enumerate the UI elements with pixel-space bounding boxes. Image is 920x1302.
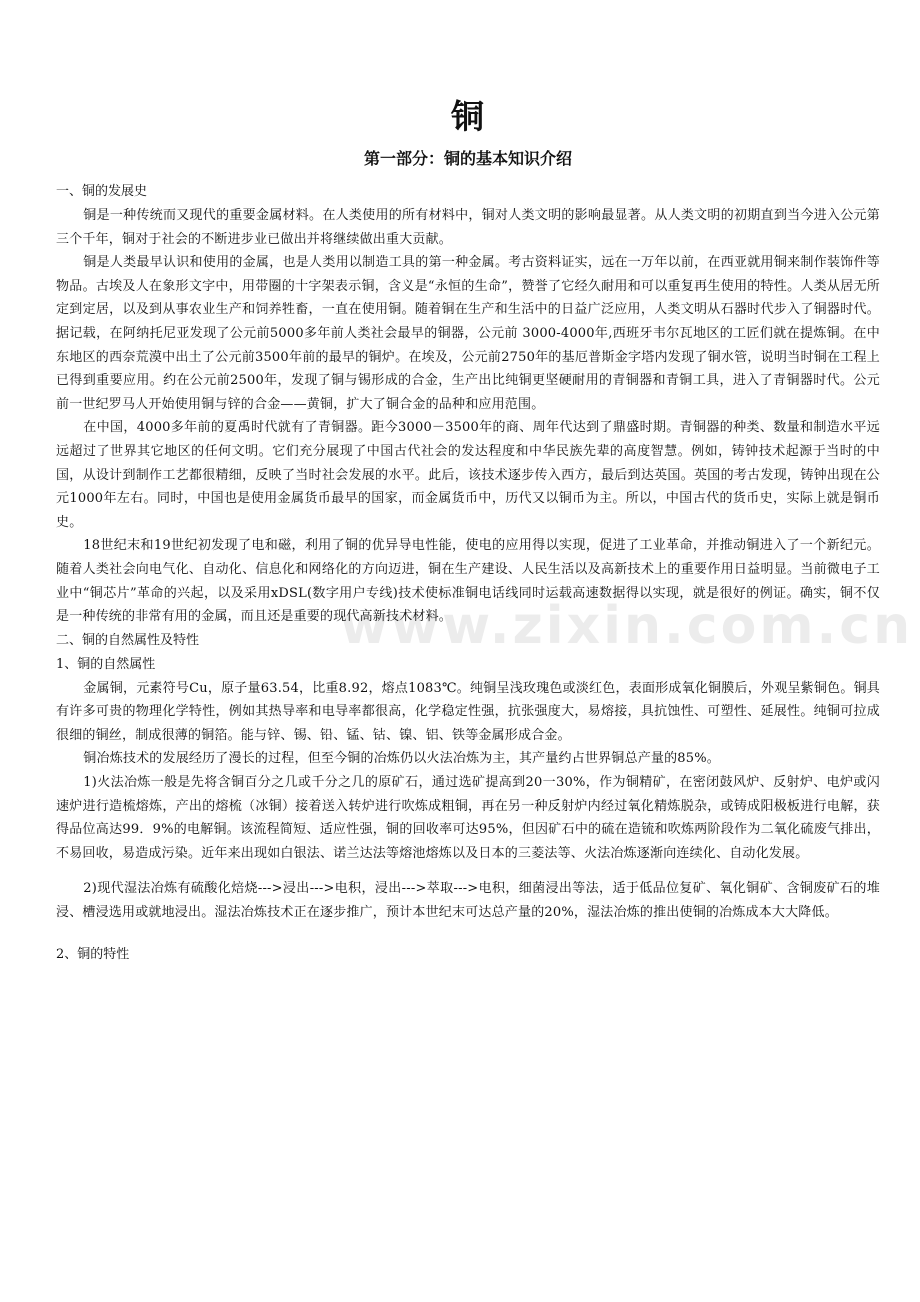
paragraph: 2)现代湿法冶炼有硫酸化焙烧--->浸出--->电积，浸出--->萃取--->电积，细菌浸出等法，适于低品位复矿、氧化铜矿、含铜废矿石的堆浸、槽浸选用或就地浸出。湿法冶炼技术正在逐步推广，预计本世纪末可达总产量的20%，湿法冶炼的推出使铜的冶炼成本大大降低。: [56, 881, 880, 921]
paragraph: 铜是一种传统而又现代的重要金属材料。在人类使用的所有材料中，铜对人类文明的影响最显著。从人类文明的初期直到当今进入公元第三个千年，铜对于社会的不断进步业已做出并将继续做出重大贡献。: [56, 208, 880, 247]
paragraph: 金属铜，元素符号Cu，原子量63.54，比重8.92，熔点1083℃。纯铜呈浅玫瑰色或淡红色，表面形成氧化铜膜后，外观呈紫铜色。铜具有许多可贵的物理化学特性，例如其热导率和电导率都很高，化学稳定性强，抗张强度大，易熔接，具抗蚀性、可塑性、延展性。纯铜可拉成很细的铜丝，制成很薄的铜箔。能与锌、锡、铅、锰、钴、镍、铝、铁等金属形成合金。: [56, 680, 880, 743]
subsection-heading-natural: 1、铜的自然属性: [56, 656, 156, 672]
section-heading-history: 一、铜的发展史: [56, 184, 148, 199]
watermark: www.zixin.com.cn: [340, 596, 914, 656]
paragraph: 铜冶炼技术的发展经历了漫长的过程，但至今铜的冶炼仍以火法冶炼为主，其产量约占世界铜总产量的85%。: [83, 751, 720, 767]
spacer: [56, 865, 880, 877]
spacer: [56, 925, 880, 943]
paragraph: 铜是人类最早认识和使用的金属，也是人类用以制造工具的第一种金属。考古资料证实，远在一万年以前，在西亚就用铜来制作装饰件等物品。古埃及人在象形文字中，用带圈的十字架表示铜，含义是“永恒的生命”，赞誉了它经久耐用和可以重复再生使用的特性。人类从居无所定到定居，以及到从事农业生产和饲养牲畜，一直在使用铜。随着铜在生产和生活中的日益广泛应用，人类文明从石器时代步入了铜器时代。据记载，在阿纳托尼亚发现了公元前5000多年前人类社会最早的铜器，公元前 3000-4000年,西班牙韦尔瓦地区的工匠们就在提炼铜。在中东地区的西奈荒漠中出土了公元前3500年前的最早的铜炉。在埃及，公元前2750年的基厄普斯金字塔内发现了铜水管，说明当时铜在工程上已得到重要应用。约在公元前2500年，发现了铜与锡形成的合金，生产出比纯铜更坚硬耐用的青铜器和青铜工具，进入了青铜器时代。公元前一世纪罗马人开始使用铜与锌的合金——黄铜，扩大了铜合金的品种和应用范围。: [56, 255, 880, 412]
paragraph: 1)火法冶炼一般是先将含铜百分之几或千分之几的原矿石，通过选矿提高到20一30%，作为铜精矿，在密闭鼓风炉、反射炉、电炉或闪速炉进行造梳熔炼，产出的熔梳（冰铜）接着送入转炉进行吹炼成粗铜，再在另一种反射炉内经过氧化精炼脱杂，或铸成阳极板进行电解，获得品位高达99．9%的电解铜。该流程简短、适应性强，铜的回收率可达95%，但因矿石中的硫在造锍和吹炼两阶段作为二氧化硫废气排出，不易回收，易造成污染。近年来出现如白银法、诺兰达法等熔池熔炼以及日本的三菱法等、火法冶炼逐渐向连续化、自动化发展。: [56, 775, 880, 861]
document-title: 铜: [451, 97, 485, 136]
paragraph: 在中国，4000多年前的夏禹时代就有了青铜器。距今3000－3500年的商、周年代达到了鼎盛时期。青铜器的种类、数量和制造水平远远超过了世界其它地区的任何文明。它们充分展现了中国古代社会的发达程度和中华民族先辈的高度智慧。例如，铸钟技术起源于当时的中国，从设计到制作工艺都很精细，反映了当时社会发展的水平。此后，该技术逐步传入西方，最后到达英国。英国的考古发现，铸钟出现在公元1000年左右。同时，中国也是使用金属货币最早的国家，而金属货币中，历代又以铜币为主。所以，中国古代的货币史，实际上就是铜币史。: [56, 420, 880, 530]
document-page: [56, 92, 880, 967]
subsection-heading-characteristics: 2、铜的特性: [56, 946, 130, 962]
document-subtitle: 第一部分：铜的基本知识介绍: [363, 149, 572, 168]
section-heading-properties: 二、铜的自然属性及特性: [56, 632, 200, 648]
paragraph: 18世纪末和19世纪初发现了电和磁，利用了铜的优异导电性能，使电的应用得以实现，促进了工业革命，并推动铜进入了一个新纪元。 随着人类社会向电气化、自动化、信息化和网络化的方向迈进，铜在生产建设、人民生活以及高新技术上的重要作用日益明显。当前微电子工业中“铜芯片”革命的兴起，以及采用xDSL(数字用户专线)技术使标准铜电话线同时运载高速数据得以实现，就是很好的例证。确实，铜不仅是一种传统的非常有用的金属，而且还是重要的现代高新技术材料。: [56, 538, 880, 625]
